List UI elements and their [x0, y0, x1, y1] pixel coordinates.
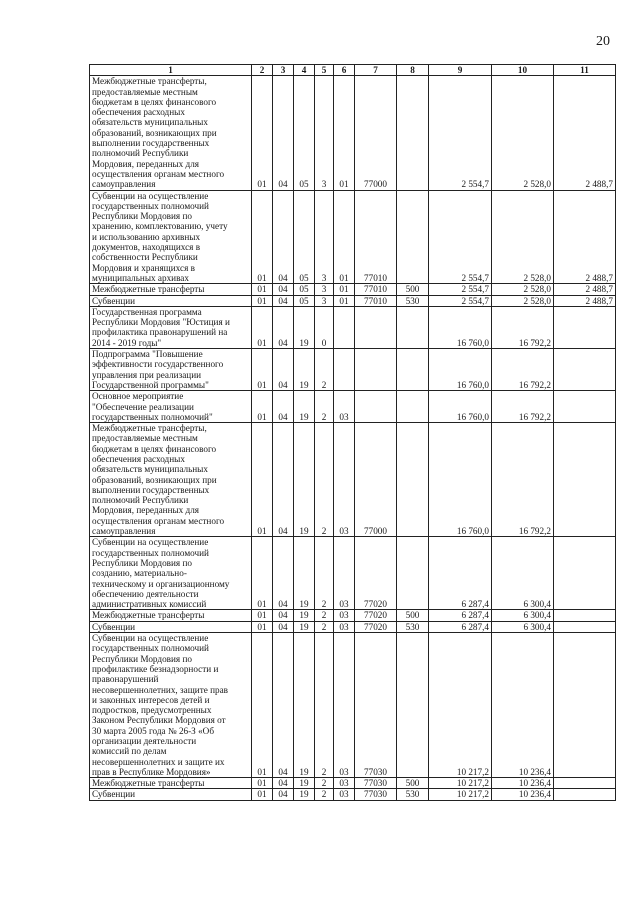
code-event-cell: 03 — [334, 633, 355, 778]
amount-col10-cell: 2 528,0 — [492, 76, 554, 190]
header-cell: 4 — [294, 65, 315, 76]
amount-col9-cell: 2 554,7 — [429, 284, 492, 295]
amount-col10-cell: 2 528,0 — [492, 190, 554, 284]
amount-col10-cell: 2 528,0 — [492, 284, 554, 295]
code-subprogram-cell: 2 — [315, 610, 334, 621]
row-name-cell: Субвенции на осуществление государственных полномочий Республики Мордовия по созданию, материально- техническому и организационному обеспечению деятельности административных комиссий — [90, 537, 252, 610]
code-event-cell — [334, 349, 355, 391]
code-event-cell: 01 — [334, 284, 355, 295]
amount-col9-cell: 2 554,7 — [429, 295, 492, 306]
amount-col11-cell — [554, 621, 616, 632]
amount-col9-cell: 2 554,7 — [429, 190, 492, 284]
code-razdel-cell: 01 — [252, 789, 273, 800]
amount-col11-cell: 2 488,7 — [554, 284, 616, 295]
header-cell: 6 — [334, 65, 355, 76]
code-program-cell: 05 — [294, 190, 315, 284]
row-name-cell: Межбюджетные трансферты — [90, 778, 252, 789]
header-cell: 1 — [90, 65, 252, 76]
amount-col9-cell: 16 760,0 — [429, 349, 492, 391]
code-program-cell: 19 — [294, 423, 315, 537]
table-row — [90, 633, 616, 778]
table-row — [90, 349, 616, 391]
table-row — [90, 76, 616, 190]
code-expense-type-cell — [397, 306, 429, 348]
amount-col10-cell: 10 236,4 — [492, 633, 554, 778]
code-podrazdel-cell: 04 — [273, 190, 294, 284]
code-direction-cell — [355, 349, 397, 391]
code-direction-cell: 77020 — [355, 537, 397, 610]
header-cell: 7 — [355, 65, 397, 76]
code-event-cell: 03 — [334, 423, 355, 537]
code-program-cell: 19 — [294, 537, 315, 610]
table-row — [90, 295, 616, 306]
table-row — [90, 621, 616, 632]
code-expense-type-cell — [397, 76, 429, 190]
amount-col9-cell: 6 287,4 — [429, 537, 492, 610]
amount-col10-cell: 16 792,2 — [492, 349, 554, 391]
code-direction-cell: 77030 — [355, 778, 397, 789]
code-podrazdel-cell: 04 — [273, 76, 294, 190]
table-row — [90, 789, 616, 800]
code-subprogram-cell: 2 — [315, 423, 334, 537]
table-row — [90, 190, 616, 284]
amount-col10-cell: 6 300,4 — [492, 610, 554, 621]
amount-col11-cell: 2 488,7 — [554, 295, 616, 306]
code-program-cell: 05 — [294, 284, 315, 295]
amount-col10-cell: 16 792,2 — [492, 306, 554, 348]
header-cell: 8 — [397, 65, 429, 76]
amount-col11-cell — [554, 633, 616, 778]
table-row — [90, 284, 616, 295]
row-name-cell: Основное мероприятие "Обеспечение реализации государственных полномочий" — [90, 391, 252, 423]
row-name-cell: Субвенции на осуществление государственных полномочий Республики Мордовия по хранению, комплектованию, учету и использованию архивных документов, находящихся в собственности Республики Мордовия и хранящихся в муниципальных архивах — [90, 190, 252, 284]
code-event-cell: 03 — [334, 391, 355, 423]
code-direction-cell: 77020 — [355, 610, 397, 621]
row-name-cell: Субвенции на осуществление государственных полномочий Республики Мордовия по профилактике безнадзорности и правонарушений несовершеннолетних, защите прав и законных интересов детей и подростков, предусмотренных Законом Республики Мордовия от 30 марта 2005 года № 26-З «Об организации деятельности комиссий по делам несовершеннолетних и защите их прав в Республике Мордовия» — [90, 633, 252, 778]
code-expense-type-cell: 500 — [397, 778, 429, 789]
code-podrazdel-cell: 04 — [273, 284, 294, 295]
amount-col9-cell: 2 554,7 — [429, 76, 492, 190]
code-event-cell: 01 — [334, 76, 355, 190]
code-direction-cell: 77010 — [355, 190, 397, 284]
amount-col10-cell: 6 300,4 — [492, 621, 554, 632]
code-expense-type-cell: 530 — [397, 789, 429, 800]
code-program-cell: 19 — [294, 306, 315, 348]
row-name-cell: Подпрограмма "Повышение эффективности государственного управления при реализации Государственной программы" — [90, 349, 252, 391]
code-expense-type-cell: 530 — [397, 621, 429, 632]
code-direction-cell: 77030 — [355, 633, 397, 778]
code-razdel-cell: 01 — [252, 633, 273, 778]
code-subprogram-cell: 0 — [315, 306, 334, 348]
row-name-cell: Межбюджетные трансферты, предоставляемые местным бюджетам в целях финансового обеспечения расходных обязательств муниципальных образований, возникающих при выполнении государственных полномочий Республики Мордовия, переданных для осуществления органам местного самоуправления — [90, 423, 252, 537]
row-name-cell: Субвенции — [90, 789, 252, 800]
row-name-cell: Межбюджетные трансферты, предоставляемые местным бюджетам в целях финансового обеспечения расходных обязательств муниципальных образований, возникающих при выполнении государственных полномочий Республики Мордовия, переданных для осуществления органам местного самоуправления — [90, 76, 252, 190]
code-direction-cell: 77000 — [355, 76, 397, 190]
code-program-cell: 05 — [294, 76, 315, 190]
table-row — [90, 537, 616, 610]
amount-col11-cell — [554, 349, 616, 391]
amount-col10-cell: 10 236,4 — [492, 789, 554, 800]
code-program-cell: 19 — [294, 778, 315, 789]
code-program-cell: 19 — [294, 610, 315, 621]
code-subprogram-cell: 2 — [315, 789, 334, 800]
code-event-cell: 03 — [334, 778, 355, 789]
code-direction-cell: 77010 — [355, 295, 397, 306]
amount-col9-cell: 6 287,4 — [429, 610, 492, 621]
header-cell: 9 — [429, 65, 492, 76]
row-name-cell: Субвенции — [90, 621, 252, 632]
code-subprogram-cell: 2 — [315, 537, 334, 610]
amount-col9-cell: 10 217,2 — [429, 789, 492, 800]
code-razdel-cell: 01 — [252, 778, 273, 789]
table-row — [90, 391, 616, 423]
amount-col11-cell — [554, 610, 616, 621]
code-podrazdel-cell: 04 — [273, 610, 294, 621]
code-expense-type-cell — [397, 349, 429, 391]
code-direction-cell: 77010 — [355, 284, 397, 295]
code-program-cell: 19 — [294, 391, 315, 423]
code-expense-type-cell — [397, 633, 429, 778]
header-cell: 3 — [273, 65, 294, 76]
code-program-cell: 19 — [294, 349, 315, 391]
code-event-cell: 03 — [334, 789, 355, 800]
code-razdel-cell: 01 — [252, 349, 273, 391]
amount-col11-cell — [554, 391, 616, 423]
code-subprogram-cell: 3 — [315, 190, 334, 284]
code-subprogram-cell: 2 — [315, 621, 334, 632]
code-expense-type-cell — [397, 537, 429, 610]
amount-col11-cell — [554, 306, 616, 348]
code-podrazdel-cell: 04 — [273, 295, 294, 306]
amount-col10-cell: 2 528,0 — [492, 295, 554, 306]
amount-col10-cell: 16 792,2 — [492, 391, 554, 423]
row-name-cell: Государственная программа Республики Мордовия "Юстиция и профилактика правонарушений на 2014 - 2019 годы" — [90, 306, 252, 348]
amount-col9-cell: 16 760,0 — [429, 423, 492, 537]
code-razdel-cell: 01 — [252, 391, 273, 423]
amount-col10-cell: 16 792,2 — [492, 423, 554, 537]
code-razdel-cell: 01 — [252, 423, 273, 537]
code-expense-type-cell — [397, 190, 429, 284]
code-expense-type-cell: 500 — [397, 610, 429, 621]
code-program-cell: 05 — [294, 295, 315, 306]
code-event-cell: 01 — [334, 295, 355, 306]
code-podrazdel-cell: 04 — [273, 789, 294, 800]
code-razdel-cell: 01 — [252, 537, 273, 610]
code-podrazdel-cell: 04 — [273, 349, 294, 391]
amount-col11-cell — [554, 537, 616, 610]
code-razdel-cell: 01 — [252, 76, 273, 190]
code-podrazdel-cell: 04 — [273, 306, 294, 348]
table-header-row — [90, 65, 616, 76]
budget-table — [89, 64, 616, 801]
amount-col11-cell — [554, 423, 616, 537]
amount-col11-cell: 2 488,7 — [554, 76, 616, 190]
code-direction-cell: 77030 — [355, 789, 397, 800]
code-event-cell: 01 — [334, 190, 355, 284]
code-direction-cell: 77000 — [355, 423, 397, 537]
header-cell: 10 — [492, 65, 554, 76]
code-event-cell: 03 — [334, 537, 355, 610]
code-subprogram-cell: 3 — [315, 76, 334, 190]
code-subprogram-cell: 2 — [315, 778, 334, 789]
page-number: 20 — [596, 34, 610, 49]
table-row — [90, 778, 616, 789]
code-podrazdel-cell: 04 — [273, 621, 294, 632]
table-row — [90, 610, 616, 621]
header-cell: 11 — [554, 65, 616, 76]
table-row — [90, 423, 616, 537]
code-event-cell: 03 — [334, 610, 355, 621]
header-cell: 5 — [315, 65, 334, 76]
code-podrazdel-cell: 04 — [273, 778, 294, 789]
code-direction-cell — [355, 391, 397, 423]
code-razdel-cell: 01 — [252, 284, 273, 295]
code-razdel-cell: 01 — [252, 621, 273, 632]
code-program-cell: 19 — [294, 621, 315, 632]
code-podrazdel-cell: 04 — [273, 633, 294, 778]
code-subprogram-cell: 2 — [315, 633, 334, 778]
code-event-cell: 03 — [334, 621, 355, 632]
code-subprogram-cell: 2 — [315, 391, 334, 423]
row-name-cell: Межбюджетные трансферты — [90, 610, 252, 621]
code-razdel-cell: 01 — [252, 295, 273, 306]
amount-col9-cell: 16 760,0 — [429, 306, 492, 348]
table-body — [90, 65, 616, 801]
amount-col9-cell: 10 217,2 — [429, 633, 492, 778]
code-expense-type-cell — [397, 391, 429, 423]
amount-col10-cell: 10 236,4 — [492, 778, 554, 789]
code-event-cell — [334, 306, 355, 348]
code-program-cell: 19 — [294, 789, 315, 800]
amount-col10-cell: 6 300,4 — [492, 537, 554, 610]
row-name-cell: Субвенции — [90, 295, 252, 306]
code-razdel-cell: 01 — [252, 306, 273, 348]
table-row — [90, 306, 616, 348]
code-razdel-cell: 01 — [252, 610, 273, 621]
code-podrazdel-cell: 04 — [273, 423, 294, 537]
code-direction-cell: 77020 — [355, 621, 397, 632]
code-expense-type-cell: 530 — [397, 295, 429, 306]
code-expense-type-cell — [397, 423, 429, 537]
code-expense-type-cell: 500 — [397, 284, 429, 295]
code-razdel-cell: 01 — [252, 190, 273, 284]
code-direction-cell — [355, 306, 397, 348]
code-podrazdel-cell: 04 — [273, 537, 294, 610]
amount-col11-cell: 2 488,7 — [554, 190, 616, 284]
amount-col9-cell: 6 287,4 — [429, 621, 492, 632]
amount-col9-cell: 16 760,0 — [429, 391, 492, 423]
code-subprogram-cell: 3 — [315, 284, 334, 295]
amount-col11-cell — [554, 789, 616, 800]
amount-col11-cell — [554, 778, 616, 789]
code-subprogram-cell: 3 — [315, 295, 334, 306]
code-program-cell: 19 — [294, 633, 315, 778]
amount-col9-cell: 10 217,2 — [429, 778, 492, 789]
header-cell: 2 — [252, 65, 273, 76]
code-podrazdel-cell: 04 — [273, 391, 294, 423]
row-name-cell: Межбюджетные трансферты — [90, 284, 252, 295]
code-subprogram-cell: 2 — [315, 349, 334, 391]
